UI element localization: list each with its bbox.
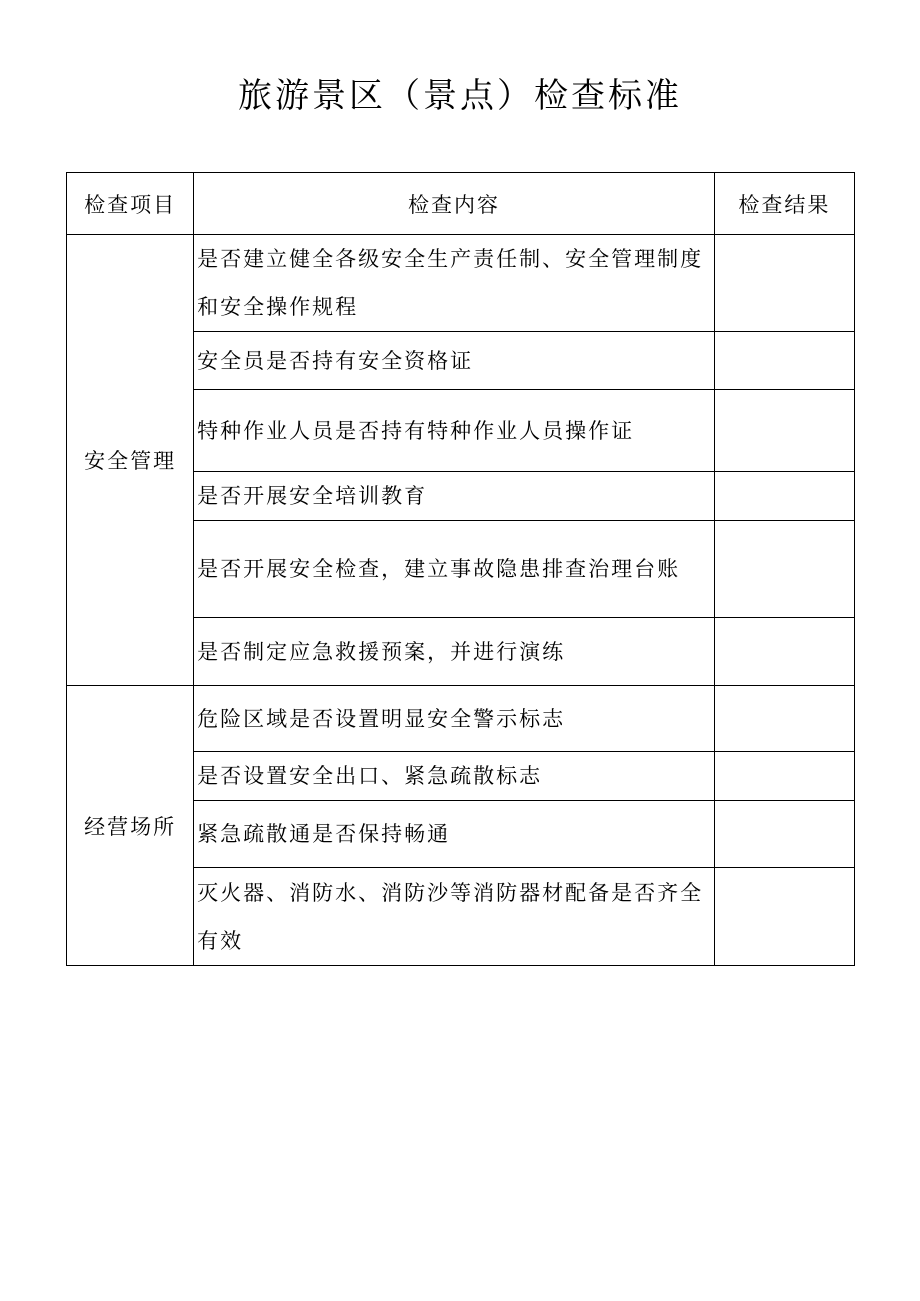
- page-title: 旅游景区（景点）检查标准: [238, 76, 682, 116]
- content-cell: 紧急疏散通是否保持畅通: [194, 801, 715, 868]
- header-result: 检查结果: [714, 173, 854, 235]
- content-cell: 特种作业人员是否持有特种作业人员操作证: [194, 390, 715, 472]
- table-row: [67, 235, 855, 332]
- result-cell[interactable]: [714, 801, 854, 868]
- inspection-table: [66, 172, 855, 966]
- result-cell[interactable]: [714, 521, 854, 618]
- content-cell: 安全员是否持有安全资格证: [194, 332, 715, 390]
- table-header-row: [67, 173, 855, 235]
- content-cell: 是否建立健全各级安全生产责任制、安全管理制度和安全操作规程: [194, 235, 715, 332]
- result-cell[interactable]: [714, 390, 854, 472]
- content-cell: 是否开展安全培训教育: [194, 472, 715, 521]
- result-cell[interactable]: [714, 752, 854, 801]
- result-cell[interactable]: [714, 332, 854, 390]
- result-cell[interactable]: [714, 472, 854, 521]
- content-cell: 是否开展安全检查，建立事故隐患排查治理台账: [194, 521, 715, 618]
- header-content: 检查内容: [194, 173, 715, 235]
- result-cell[interactable]: [714, 618, 854, 686]
- content-cell: 灭火器、消防水、消防沙等消防器材配备是否齐全有效: [194, 868, 715, 966]
- result-cell[interactable]: [714, 868, 854, 966]
- result-cell[interactable]: [714, 686, 854, 752]
- category-business-premises: 经营场所: [67, 686, 194, 966]
- category-safety-management: 安全管理: [67, 235, 194, 686]
- content-cell: 危险区域是否设置明显安全警示标志: [194, 686, 715, 752]
- header-item: 检查项目: [67, 173, 194, 235]
- result-cell[interactable]: [714, 235, 854, 332]
- table-row: [67, 686, 855, 752]
- content-cell: 是否设置安全出口、紧急疏散标志: [194, 752, 715, 801]
- content-cell: 是否制定应急救援预案，并进行演练: [194, 618, 715, 686]
